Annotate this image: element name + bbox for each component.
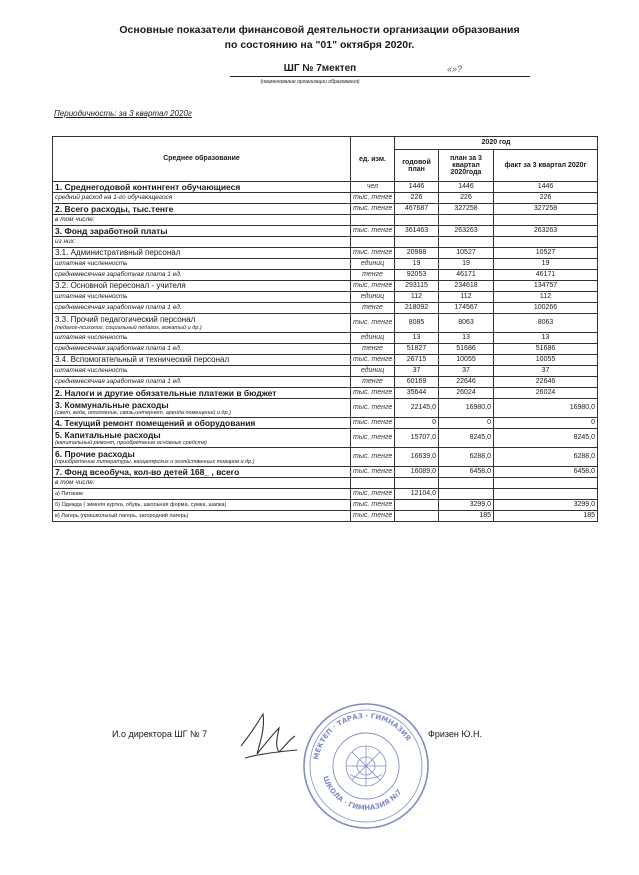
row-value-c2: 327258 <box>439 204 494 215</box>
row-value-c2: 51686 <box>439 344 494 355</box>
row-label-main: 3. Коммунальные расходы <box>55 399 169 410</box>
row-value-c3: 46171 <box>494 270 598 281</box>
row-value-c1: 13 <box>395 333 439 344</box>
row-value-c2 <box>439 237 494 248</box>
handwritten-signature <box>235 706 305 766</box>
row-value-c1 <box>395 478 439 489</box>
row-label <box>53 399 351 418</box>
row-value-c3: 134757 <box>494 281 598 292</box>
row-value-c3: 10055 <box>494 355 598 366</box>
row-value-c3: 51686 <box>494 344 598 355</box>
row-value-c2 <box>439 215 494 226</box>
table-row <box>53 281 598 292</box>
table-row <box>53 344 598 355</box>
row-label: в) Лагерь (пришкольный лагерь, загородний лагерь) <box>53 511 351 522</box>
row-value-c1: 60169 <box>395 377 439 388</box>
row-unit: тыс. тенге <box>351 355 395 366</box>
row-value-c1: 1446 <box>395 182 439 193</box>
header-year: 2020 год <box>395 137 598 150</box>
row-unit: тенге <box>351 344 395 355</box>
row-label-sub: (приобретение литературы, канцелярских и хозяйственных товаров и др.) <box>55 458 255 465</box>
row-value-c1: 218092 <box>395 303 439 314</box>
row-value-c3: 185 <box>494 511 598 522</box>
row-label <box>53 448 351 467</box>
financial-indicators-table <box>52 136 598 522</box>
table-row <box>53 467 598 478</box>
row-value-c1: 16639,0 <box>395 448 439 467</box>
official-stamp <box>300 700 432 832</box>
row-value-c3 <box>494 489 598 500</box>
row-unit: тыс. тенге <box>351 511 395 522</box>
row-value-c2: 0 <box>439 418 494 429</box>
row-label: 2. Всего расходы, тыс.тенге <box>53 204 351 215</box>
row-unit: тыс. тенге <box>351 500 395 511</box>
table-row <box>53 303 598 314</box>
row-value-c3: 16980,0 <box>494 399 598 418</box>
row-label <box>53 314 351 333</box>
table-header-row-1 <box>53 137 598 150</box>
table-row <box>53 226 598 237</box>
organization-underline <box>230 76 530 77</box>
document-title-line1: Основные показатели финансовой деятельности организации образования <box>119 24 520 36</box>
row-value-c3 <box>494 215 598 226</box>
row-unit <box>351 237 395 248</box>
row-value-c2: 185 <box>439 511 494 522</box>
row-label: в том числе: <box>53 478 351 489</box>
row-value-c3: 19 <box>494 259 598 270</box>
table-row <box>53 237 598 248</box>
row-value-c3: 0 <box>494 418 598 429</box>
row-value-c2: 46171 <box>439 270 494 281</box>
row-label: средний расход на 1-го обучающегося <box>53 193 351 204</box>
row-label: в том числе: <box>53 215 351 226</box>
table-row <box>53 429 598 448</box>
table-row <box>53 500 598 511</box>
row-value-c1: 293115 <box>395 281 439 292</box>
table-row <box>53 399 598 418</box>
row-value-c3 <box>494 237 598 248</box>
row-unit: тыс. тенге <box>351 429 395 448</box>
row-value-c3: 13 <box>494 333 598 344</box>
table-row <box>53 478 598 489</box>
header-unit: ед. изм. <box>351 137 395 182</box>
row-label: из них: <box>53 237 351 248</box>
row-label: среднемесячная заработная плата 1 ед. <box>53 270 351 281</box>
row-value-c3: 8063 <box>494 314 598 333</box>
row-unit: тыс. тенге <box>351 448 395 467</box>
table-row <box>53 270 598 281</box>
table-row <box>53 388 598 399</box>
row-value-c2: 10055 <box>439 355 494 366</box>
row-value-c1: 361463 <box>395 226 439 237</box>
row-label: штатная численность <box>53 292 351 303</box>
organization-caption: (наименование организации образования) <box>260 79 360 85</box>
row-value-c2: 6288,0 <box>439 448 494 467</box>
row-label-main: 3.3. Прочий педагогический персонал <box>55 314 196 324</box>
table-row <box>53 193 598 204</box>
row-unit: тенге <box>351 303 395 314</box>
row-label: б) Одежда ( зимняя куртка, обувь, школьная форма, сумка, шапка) <box>53 500 351 511</box>
row-value-c1: 8085 <box>395 314 439 333</box>
row-value-c2: 174567 <box>439 303 494 314</box>
row-unit: тыс. тенге <box>351 193 395 204</box>
row-unit: тыс. тенге <box>351 314 395 333</box>
row-value-c2: 263263 <box>439 226 494 237</box>
row-value-c1: 51827 <box>395 344 439 355</box>
row-value-c2: 6458,0 <box>439 467 494 478</box>
row-value-c1: 20988 <box>395 248 439 259</box>
row-unit: единиц <box>351 292 395 303</box>
row-unit: тыс. тенге <box>351 418 395 429</box>
row-label-main: 5. Капитальные расходы <box>55 429 161 440</box>
row-label: штатная численность <box>53 366 351 377</box>
row-label: 3. Фонд заработной платы <box>53 226 351 237</box>
row-value-c3: 6288,0 <box>494 448 598 467</box>
header-annual-plan: годовой план <box>395 150 439 182</box>
row-label: 3.2. Основной пересонал - учителя <box>53 281 351 292</box>
row-unit: тенге <box>351 270 395 281</box>
row-label: 3.1. Административный персонал <box>53 248 351 259</box>
stamp-emblem-icon <box>346 746 386 786</box>
row-value-c3: 8245,0 <box>494 429 598 448</box>
row-unit: тыс. тенге <box>351 226 395 237</box>
row-unit: единиц <box>351 259 395 270</box>
row-value-c1: 226 <box>395 193 439 204</box>
row-value-c1: 16089,0 <box>395 467 439 478</box>
row-value-c1: 112 <box>395 292 439 303</box>
row-label-sub: (педагог-психолог, социальный педагог, вожатый и др.) <box>55 324 202 331</box>
row-value-c2: 234618 <box>439 281 494 292</box>
document-title-line2: по состоянию на "01" октября 2020г. <box>224 39 415 51</box>
signer-name: Фризен Ю.Н. <box>428 729 482 739</box>
row-value-c3: 37 <box>494 366 598 377</box>
row-value-c2: 37 <box>439 366 494 377</box>
row-value-c2: 8063 <box>439 314 494 333</box>
table-row <box>53 377 598 388</box>
row-value-c2: 10527 <box>439 248 494 259</box>
row-value-c2: 19 <box>439 259 494 270</box>
row-value-c3: 26024 <box>494 388 598 399</box>
row-value-c2: 13 <box>439 333 494 344</box>
row-unit: тыс. тенге <box>351 467 395 478</box>
row-unit: тыс. тенге <box>351 204 395 215</box>
row-label-sub: (свет, вода, отопление, связь,интернет, аренда помещений и др.) <box>55 409 231 416</box>
row-unit: тыс. тенге <box>351 388 395 399</box>
director-title: И.о директора ШГ № 7 <box>112 729 208 739</box>
row-value-c3: 263263 <box>494 226 598 237</box>
row-label-main: 6. Прочие расходы <box>55 448 135 459</box>
row-label: 3.4. Вспомогательный и технический персонал <box>53 355 351 366</box>
row-label: 7. Фонд всеобуча, кол-во детей 168_ , всего <box>53 467 351 478</box>
table-row <box>53 366 598 377</box>
row-unit: единиц <box>351 366 395 377</box>
row-value-c1: 12104,0 <box>395 489 439 500</box>
row-value-c3: 22646 <box>494 377 598 388</box>
row-value-c2: 26024 <box>439 388 494 399</box>
row-value-c2: 1446 <box>439 182 494 193</box>
row-value-c1: 0 <box>395 418 439 429</box>
organization-handwritten-mark: «»? <box>447 64 463 74</box>
table-row <box>53 204 598 215</box>
table-row <box>53 418 598 429</box>
row-value-c1: 15707,0 <box>395 429 439 448</box>
row-value-c1: 22145,0 <box>395 399 439 418</box>
row-unit: тыс. тенге <box>351 399 395 418</box>
organization-name: ШГ № 7мектеп <box>283 63 357 74</box>
row-value-c1 <box>395 500 439 511</box>
periodicity-label: Периодичность: за 3 квартал 2020г <box>54 109 192 118</box>
row-label: штатная численность <box>53 333 351 344</box>
row-value-c2: 8245,0 <box>439 429 494 448</box>
row-unit: тыс. тенге <box>351 489 395 500</box>
row-value-c1: 467687 <box>395 204 439 215</box>
header-section: Среднее образование <box>53 137 351 182</box>
table-row <box>53 489 598 500</box>
row-value-c3: 10527 <box>494 248 598 259</box>
table-row <box>53 333 598 344</box>
row-value-c3: 3299,0 <box>494 500 598 511</box>
row-value-c1: 92053 <box>395 270 439 281</box>
row-value-c1: 37 <box>395 366 439 377</box>
table-row <box>53 215 598 226</box>
row-unit: тенге <box>351 377 395 388</box>
row-value-c2 <box>439 478 494 489</box>
stamp-bottom-text: ШКОЛА · ГИМНАЗИЯ №7 <box>321 774 404 813</box>
row-label <box>53 429 351 448</box>
stamp-top-text: МЕКТЕП · ТАРАЗ · ГИМНАЗИЯ <box>312 711 413 761</box>
row-value-c3: 226 <box>494 193 598 204</box>
row-value-c1 <box>395 511 439 522</box>
header-q3-plan: план за 3 квартал 2020года <box>439 150 494 182</box>
row-value-c1: 35644 <box>395 388 439 399</box>
table-row <box>53 259 598 270</box>
row-value-c2: 112 <box>439 292 494 303</box>
header-q3-fact: факт за 3 квартал 2020г <box>494 150 598 182</box>
row-unit <box>351 215 395 226</box>
row-value-c3: 100266 <box>494 303 598 314</box>
table-row <box>53 182 598 193</box>
row-unit: единиц <box>351 333 395 344</box>
row-value-c1: 19 <box>395 259 439 270</box>
row-value-c1 <box>395 237 439 248</box>
row-value-c3: 1446 <box>494 182 598 193</box>
row-value-c3: 327258 <box>494 204 598 215</box>
row-label-sub: (капитальный ремонт, приобретение основных средств) <box>55 439 207 446</box>
row-label: 1. Среднегодовой контингент обучающиеся <box>53 182 351 193</box>
svg-text:ШКОЛА · ГИМНАЗИЯ №7 <box>321 775 403 812</box>
row-unit <box>351 478 395 489</box>
row-value-c2: 22646 <box>439 377 494 388</box>
row-unit: тыс. тенге <box>351 281 395 292</box>
row-value-c2: 226 <box>439 193 494 204</box>
table-row <box>53 292 598 303</box>
table-body <box>53 182 598 522</box>
row-value-c2: 3299,0 <box>439 500 494 511</box>
row-label: штатная численность <box>53 259 351 270</box>
row-value-c2 <box>439 489 494 500</box>
row-label: среднемесячная заработная плата 1 ед. <box>53 303 351 314</box>
row-value-c1 <box>395 215 439 226</box>
row-unit: тыс. тенге <box>351 248 395 259</box>
row-value-c1: 26715 <box>395 355 439 366</box>
row-value-c3 <box>494 478 598 489</box>
table-row <box>53 355 598 366</box>
table-row <box>53 511 598 522</box>
table-row <box>53 248 598 259</box>
row-label: 4. Текущий ремонт помещений и оборудования <box>53 418 351 429</box>
row-label: среднемесячная заработная плата 1 ед. <box>53 377 351 388</box>
table-row <box>53 314 598 333</box>
table-row <box>53 448 598 467</box>
row-label: среднемесячная заработная плата 1 ед. <box>53 344 351 355</box>
row-value-c3: 6458,0 <box>494 467 598 478</box>
row-value-c2: 16980,0 <box>439 399 494 418</box>
row-label: 2. Налоги и другие обязательные платежи в бюджет <box>53 388 351 399</box>
row-unit: чел <box>351 182 395 193</box>
row-value-c3: 112 <box>494 292 598 303</box>
row-label: а) Питание <box>53 489 351 500</box>
